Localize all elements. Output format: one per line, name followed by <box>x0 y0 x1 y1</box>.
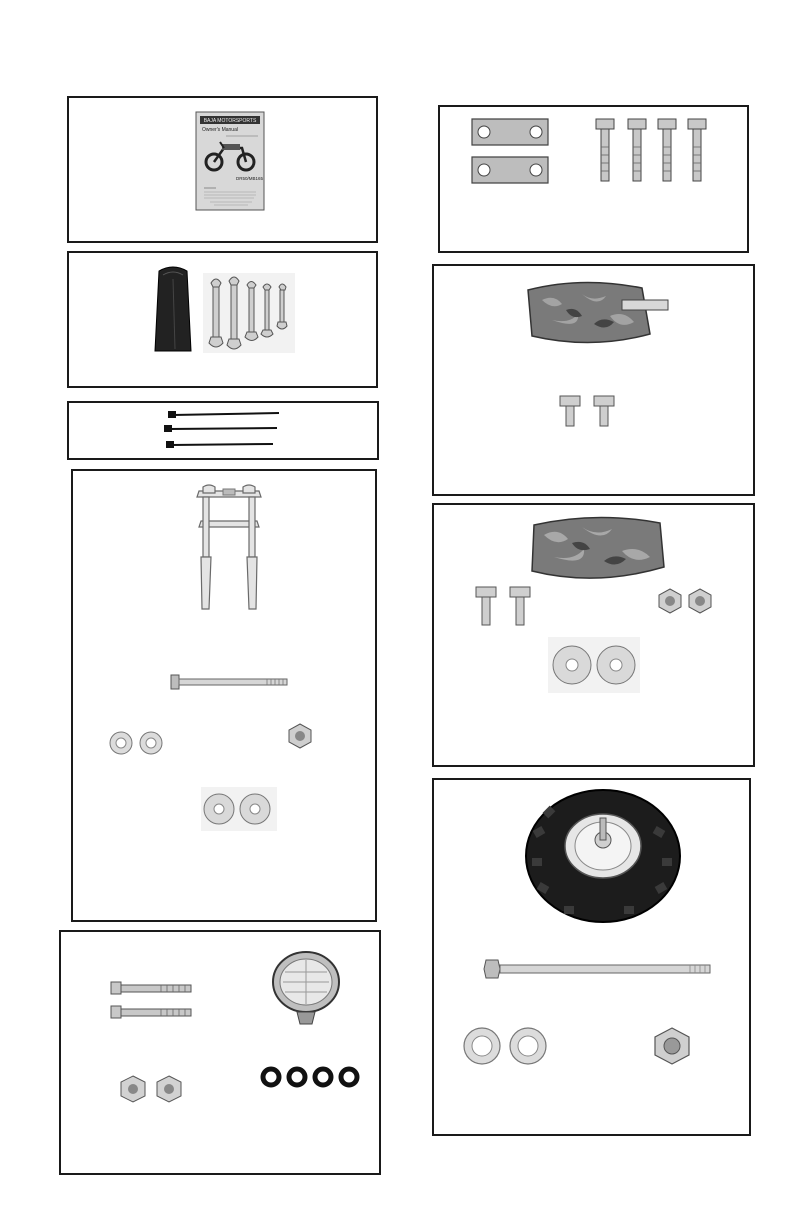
panel-cable-ties <box>67 401 379 460</box>
flat-washer-pair-icon <box>548 637 640 693</box>
flange-nut-pair-icon <box>656 587 714 615</box>
manual-booklet-icon <box>196 112 266 212</box>
panel-front-fork-assembly <box>71 469 377 922</box>
front-fork-icon <box>189 483 269 613</box>
panel-rear-fender <box>432 503 755 767</box>
manual-model: DR50/MB165 <box>236 176 264 181</box>
lock-nut-icon <box>287 723 313 749</box>
panel-front-fender <box>432 264 755 496</box>
o-ring-set-icon <box>259 1064 363 1090</box>
hex-bolt-set-icon <box>592 117 712 185</box>
axle-nut-icon <box>652 1026 692 1066</box>
bracket-icon <box>468 115 554 189</box>
spacer-washer-pair-icon <box>109 729 167 757</box>
wheel-axle-icon <box>484 958 712 980</box>
panel-wheel-assembly <box>432 778 751 1136</box>
manual-brand: BAJA MOTORSPORTS <box>203 118 257 124</box>
panel-tool-kit <box>67 251 378 388</box>
tool-pouch-icon <box>153 265 193 353</box>
fender-bolt-pair-icon <box>558 394 618 428</box>
panel-mounting-brackets <box>438 105 749 253</box>
flat-washer-pair-icon <box>201 787 277 831</box>
cable-tie-icon <box>165 409 285 453</box>
wrench-set-icon <box>203 273 295 353</box>
panel-owners-manual <box>67 96 378 243</box>
headlight-icon <box>271 950 341 1030</box>
manual-title: Owner's Manual <box>202 127 238 133</box>
fender-icon <box>526 513 670 585</box>
fender-bolt-pair-icon <box>474 585 534 629</box>
spacer-washer-pair-icon <box>462 1026 552 1066</box>
flange-nut-pair-icon <box>119 1074 187 1104</box>
panel-headlight-hardware <box>59 930 381 1175</box>
axle-bolt-icon <box>171 673 289 691</box>
wheel-icon <box>524 788 682 924</box>
long-bolt-pair-icon <box>111 976 193 1026</box>
fender-icon <box>522 280 672 348</box>
